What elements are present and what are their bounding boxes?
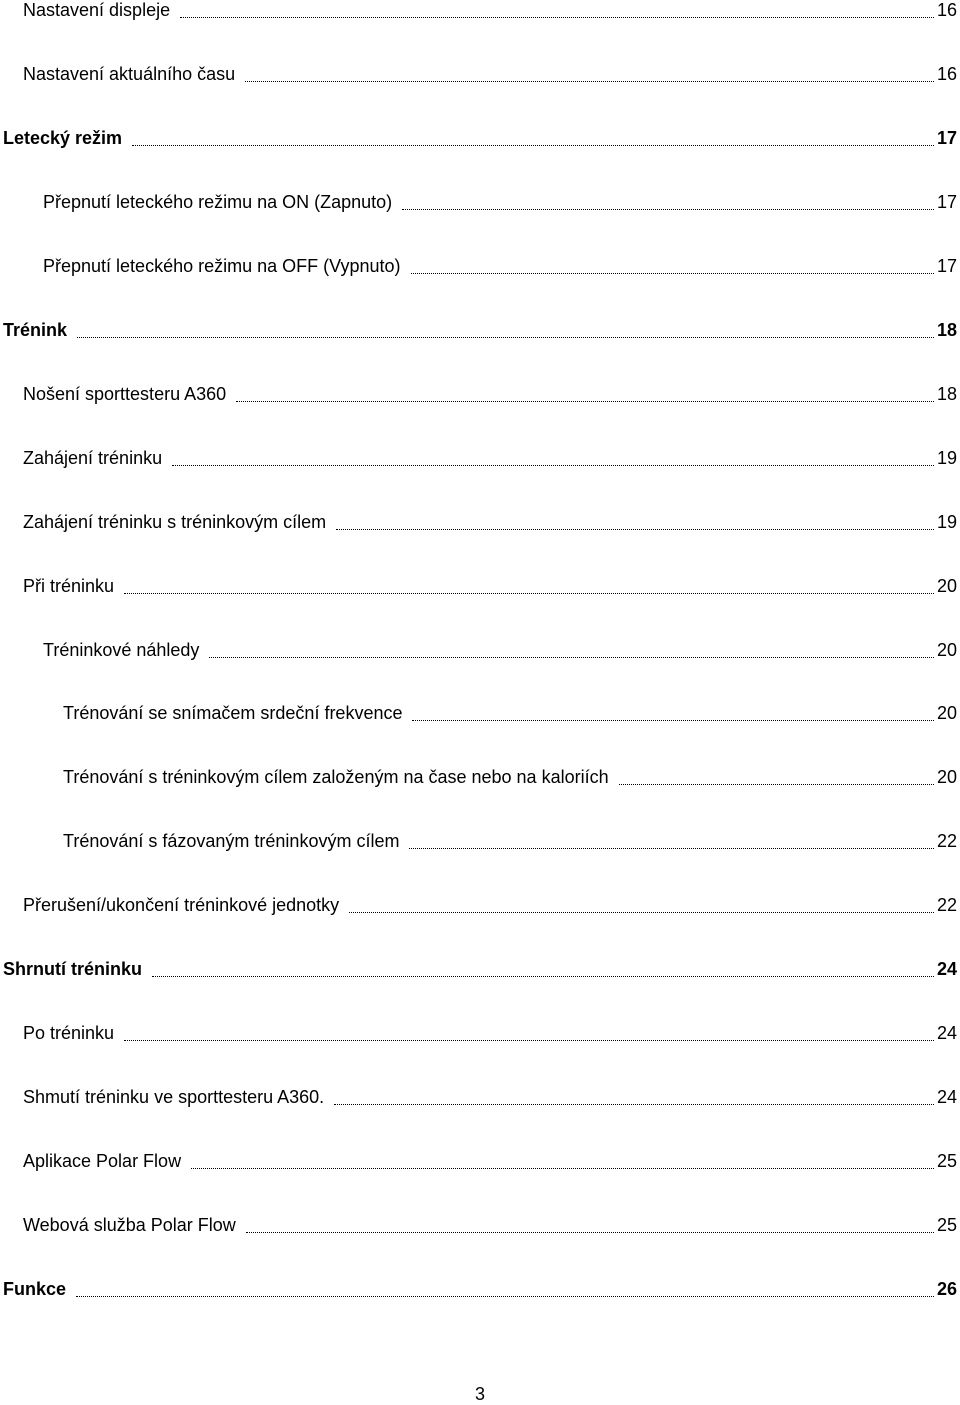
toc-entry[interactable] [23,1084,957,1108]
toc-entry[interactable] [63,764,957,788]
toc-entry-page: 18 [936,384,957,404]
toc-entry-page: 17 [936,128,957,148]
toc-entry-page: 19 [936,512,957,532]
toc-entry-page: 26 [936,1279,957,1299]
toc-dot-leader [336,528,934,530]
toc-entry-page: 20 [936,640,957,660]
toc-entry[interactable] [3,956,957,980]
toc-entry-title: Nastavení displeje [23,0,171,20]
toc-entry-page: 16 [936,0,957,20]
toc-dot-leader [236,400,934,402]
toc-dot-leader [77,336,934,338]
toc-entry[interactable] [23,61,957,85]
toc-entry-title: Trénink [3,320,68,340]
toc-dot-leader [76,1295,934,1297]
toc-entry-title: Při tréninku [23,576,115,596]
toc-dot-leader [246,1231,934,1233]
toc-entry-page: 17 [936,192,957,212]
toc-entry-page: 24 [936,1087,957,1107]
toc-entry-page: 20 [936,703,957,723]
toc-entry-page: 22 [936,831,957,851]
toc-dot-leader [409,847,934,849]
toc-entry[interactable] [63,700,957,724]
toc-entry-title: Zahájení tréninku s tréninkovým cílem [23,512,327,532]
toc-dot-leader [124,592,934,594]
toc-entry[interactable] [43,189,957,213]
toc-entry-title: Letecký režim [3,128,123,148]
toc-dot-leader [334,1103,934,1105]
toc-entry-title: Shrnutí tréninku [3,959,142,979]
toc-entry-title: Přerušení/ukončení tréninkové jednotky [23,895,340,915]
toc-entry-title: Nastavení aktuálního času [23,64,236,84]
toc-entry-title: Přepnutí leteckého režimu na OFF (Vypnuto) [43,256,401,276]
toc-dot-leader [245,80,934,82]
toc-entry[interactable] [23,1212,957,1236]
toc-entry[interactable] [23,0,957,21]
toc-dot-leader [412,719,933,721]
toc-entry-title: Přepnutí leteckého režimu na ON (Zapnuto) [43,192,393,212]
toc-entry-page: 18 [936,320,957,340]
toc-entry[interactable] [3,317,957,341]
toc-dot-leader [191,1167,934,1169]
toc-entry-page: 25 [936,1151,957,1171]
toc-entry-page: 25 [936,1215,957,1235]
toc-entry-page: 16 [936,64,957,84]
toc-entry[interactable] [43,637,957,661]
toc-entry[interactable] [23,509,957,533]
toc-entry[interactable] [23,445,957,469]
toc-entry-title: Aplikace Polar Flow [23,1151,182,1171]
toc-entry-title: Tréninkové náhledy [43,640,200,660]
toc-dot-leader [124,1039,934,1041]
toc-entry-title: Trénování s tréninkovým cílem založeným na čase nebo na kaloriích [63,767,609,787]
toc-entry-page: 19 [936,448,957,468]
toc-dot-leader [180,16,934,18]
toc-entry[interactable] [23,1148,957,1172]
toc-entry[interactable] [23,1020,957,1044]
toc-entry[interactable] [43,253,957,277]
toc-entry[interactable] [23,381,957,405]
toc-dot-leader [152,975,934,977]
toc-dot-leader [349,911,934,913]
toc-entry-page: 24 [936,959,957,979]
toc-dot-leader [411,272,934,274]
toc-entry-title: Shmutí tréninku ve sporttesteru A360. [23,1087,325,1107]
toc-dot-leader [132,144,934,146]
toc-entry-page: 20 [936,576,957,596]
toc-entry[interactable] [63,828,957,852]
toc-dot-leader [209,656,934,658]
toc-entry-page: 17 [936,256,957,276]
toc-entry-title: Funkce [3,1279,67,1299]
toc-entry-title: Po tréninku [23,1023,115,1043]
toc-entry[interactable] [23,573,957,597]
page-number: 3 [474,1384,485,1404]
toc-entry-page: 22 [936,895,957,915]
toc-entry-title: Trénování s fázovaným tréninkovým cílem [63,831,400,851]
toc-entry-title: Zahájení tréninku [23,448,163,468]
toc-dot-leader [402,208,934,210]
toc-entry-page: 20 [936,767,957,787]
toc-dot-leader [172,464,934,466]
toc-entry-title: Trénování se snímačem srdeční frekvence [63,703,403,723]
toc-entry-page: 24 [936,1023,957,1043]
toc-dot-leader [619,783,934,785]
toc-entry[interactable] [3,1276,957,1300]
toc-entry-title: Nošení sporttesteru A360 [23,384,227,404]
toc-entry[interactable] [3,125,957,149]
toc-entry-title: Webová služba Polar Flow [23,1215,236,1235]
toc-entry[interactable] [23,892,957,916]
